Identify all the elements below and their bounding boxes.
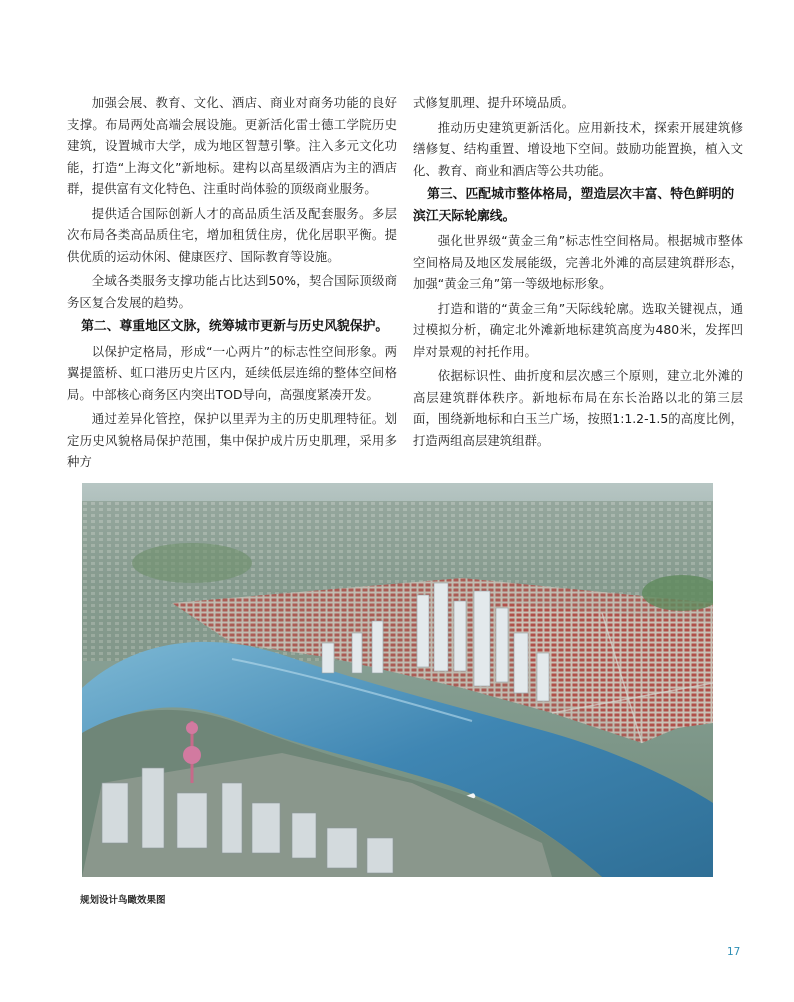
paragraph: 推动历史建筑更新活化。应用新技术，探索开展建筑修缮修复、结构重置、增设地下空间。鼓励功能置换，植入文化、教育、商业和酒店等公共功能。 [413,119,743,178]
paragraph: 以保护定格局，形成“一心两片”的标志性空间形象。两翼提篮桥、虹口港历史片区内，延续低层连绵的整体空间格局。中部核心商务区内突出TOD导向，高强度紧凑开发。 [67,343,397,402]
paragraph: 式修复肌理、提升环境品质。 [413,95,575,110]
paragraph: 提供适合国际创新人才的高品质生活及配套服务。多层次布局各类高品质住宅，增加租赁住房，优化居职平衡。提供优质的运动休闲、健康医疗、国际教育等设施。 [67,205,397,264]
section-heading: 第二、尊重地区文脉，统筹城市更新与历史风貌保护。 [81,319,389,334]
left-column [67,92,397,476]
section-heading: 第三、匹配城市整体格局，塑造层次丰富、特色鲜明的滨江天际轮廓线。 [413,187,735,224]
paragraph: 强化世界级“黄金三角”标志性空间格局。根据城市整体空间格局及地区发展能级，完善北外滩的高层建筑群形态，加强“黄金三角”第一等级地标形象。 [413,233,743,291]
paragraph: 全域各类服务支撑功能占比达到50%，契合国际顶级商务区复合发展的趋势。 [67,273,397,310]
figure-caption: 规划设计鸟瞰效果图 [80,895,166,906]
page-number: 17 [727,946,741,958]
paragraph: 加强会展、教育、文化、酒店、商业对商务功能的良好支撑。布局两处高端会展设施。更新活化雷士德工学院历史建筑，设置城市大学，成为地区智慧引擎。注入多元文化功能，打造“上海文化”新地标。建构以高星级酒店为主的酒店群，提供富有文化特色、注重时尚体验的顶级商业服务。 [67,95,397,196]
aerial-rendering-image [82,483,713,877]
paragraph: 通过差异化管控，保护以里弄为主的历史肌理特征。划定历史风貌格局保护范围，集中保护成片历史肌理，采用多种方 [67,411,397,469]
paragraph: 依据标识性、曲折度和层次感三个原则，建立北外滩的高层建筑群体秩序。新地标布局在东长治路以北的第三层面，围绕新地标和白玉兰广场，按照1:1.2-1.5的高度比例，打造两组高层建筑组群。 [413,368,743,448]
right-column [413,92,743,454]
aerial-rendering-illustration [82,483,713,877]
paragraph: 打造和谐的“黄金三角”天际线轮廓。选取关键视点，通过模拟分析，确定北外滩新地标建筑高度为480米，发挥凹岸对景观的衬托作用。 [413,300,743,359]
